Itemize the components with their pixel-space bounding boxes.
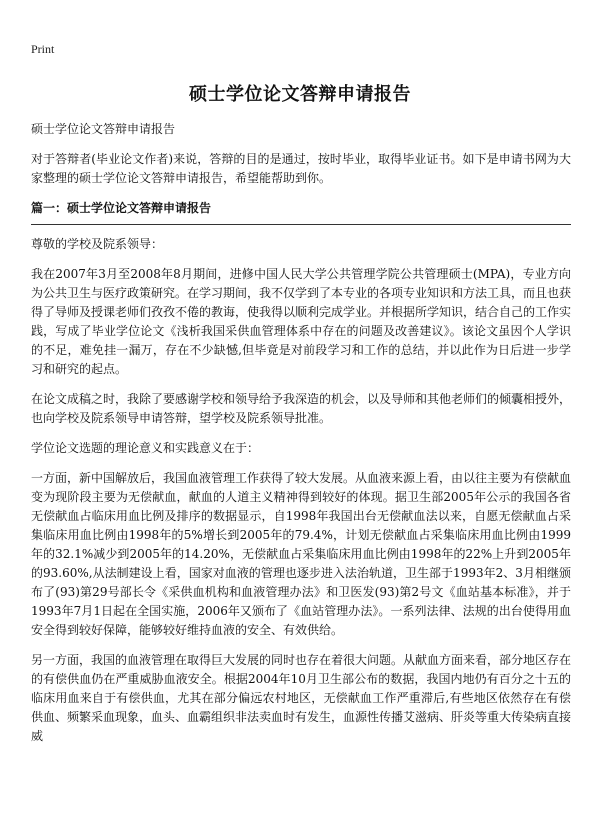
section-divider — [31, 224, 571, 225]
page-title: 硕士学位论文答辩申请报告 — [189, 84, 411, 105]
section-heading: 篇一：硕士学位论文答辩申请报告 — [31, 201, 212, 215]
subtitle: 硕士学位论文答辩申请报告 — [31, 122, 176, 136]
article-body — [31, 120, 571, 757]
body-paragraph: 我在2007年3月至2008年8月期间，进修中国人民大学公共管理学院公共管理硕士(MPA)，专业方向为公共卫生与医疗政策研究。在学习期间，我不仅学到了本专业的各项专业知识和方法工具，而且也获得了导师及授课老师们孜孜不倦的教诲，使我得以顺利完成学业。并根据所学知识，结合自己的工作实践，写成了毕业学位论文《浅析我国采供血管理体系中存在的问题及改善建议》。该论文虽因个人学识的不足，难免挂一漏万，存在不少缺憾,但毕竟是对前段学习和工作的总结，并以此作为日后进一步学习和研究的起点。 — [31, 267, 572, 376]
intro-paragraph: 对于答辩者(毕业论文作者)来说，答辩的目的是通过，按时毕业，取得毕业证书。如下是申请书网为大家整理的硕士学位论文答辩申请报告，希望能帮助到你。 — [31, 152, 571, 185]
print-link[interactable]: Print — [31, 42, 55, 56]
body-paragraph: 另一方面，我国的血液管理在取得巨大发展的同时也存在着很大问题。从献血方面来看，部分地区存在的有偿供血仍在严重威胁血液安全。根据2004年10月卫生部公布的数据，我国内地仍有百分之十五的临床用血来自于有偿供血，尤其在部分偏远农村地区，无偿献血工作严重滞后,有些地区依然存在有偿供血、频繁采血现象，血头、血霸组织非法卖血时有发生，血源性传播艾滋病、肝炎等重大传染病直接威 — [31, 653, 572, 743]
body-paragraph: 在论文成稿之时，我除了要感谢学校和领导给予我深造的机会，以及导师和其他老师们的倾囊相授外，也向学校及院系领导申请答辩，望学校及院系领导批准。 — [31, 392, 572, 425]
body-paragraph: 一方面，新中国解放后，我国血液管理工作获得了较大发展。从血液来源上看，由以往主要为有偿献血变为现阶段主要为无偿献血，献血的人道主义精神得到较好的体现。据卫生部2005年公示的我国各省无偿献血占临床用血比例及排序的数据显示，自1998年我国出台无偿献血法以来，自愿无偿献血占采集临床用血比例由1998年的5%增长到2005年的79.4%，计划无偿献血占采集临床用血比例由1999年的32.1%减少到2005年的14.20%，无偿献血占采集临床用血比例由1998年的22%上升到2005年的93.60%,从法制建设上看，国家对血液的管理也逐步进入法治轨道，卫生部于1993年2、3月相继颁布了(93)第29号部长令《采供血机构和血液管理办法》和卫医发(93)第2号文《血站基本标准》，并于1993年7月1日起在全国实施，2006年又颁布了《血站管理办法》。一系列法律、法规的出台使得用血安全得到较好保障，能够较好维持血液的安全、有效供给。 — [31, 471, 572, 637]
salutation: 尊敬的学校及院系领导： — [31, 237, 164, 251]
body-paragraph: 学位论文选题的理论意义和实践意义在于： — [31, 441, 260, 455]
